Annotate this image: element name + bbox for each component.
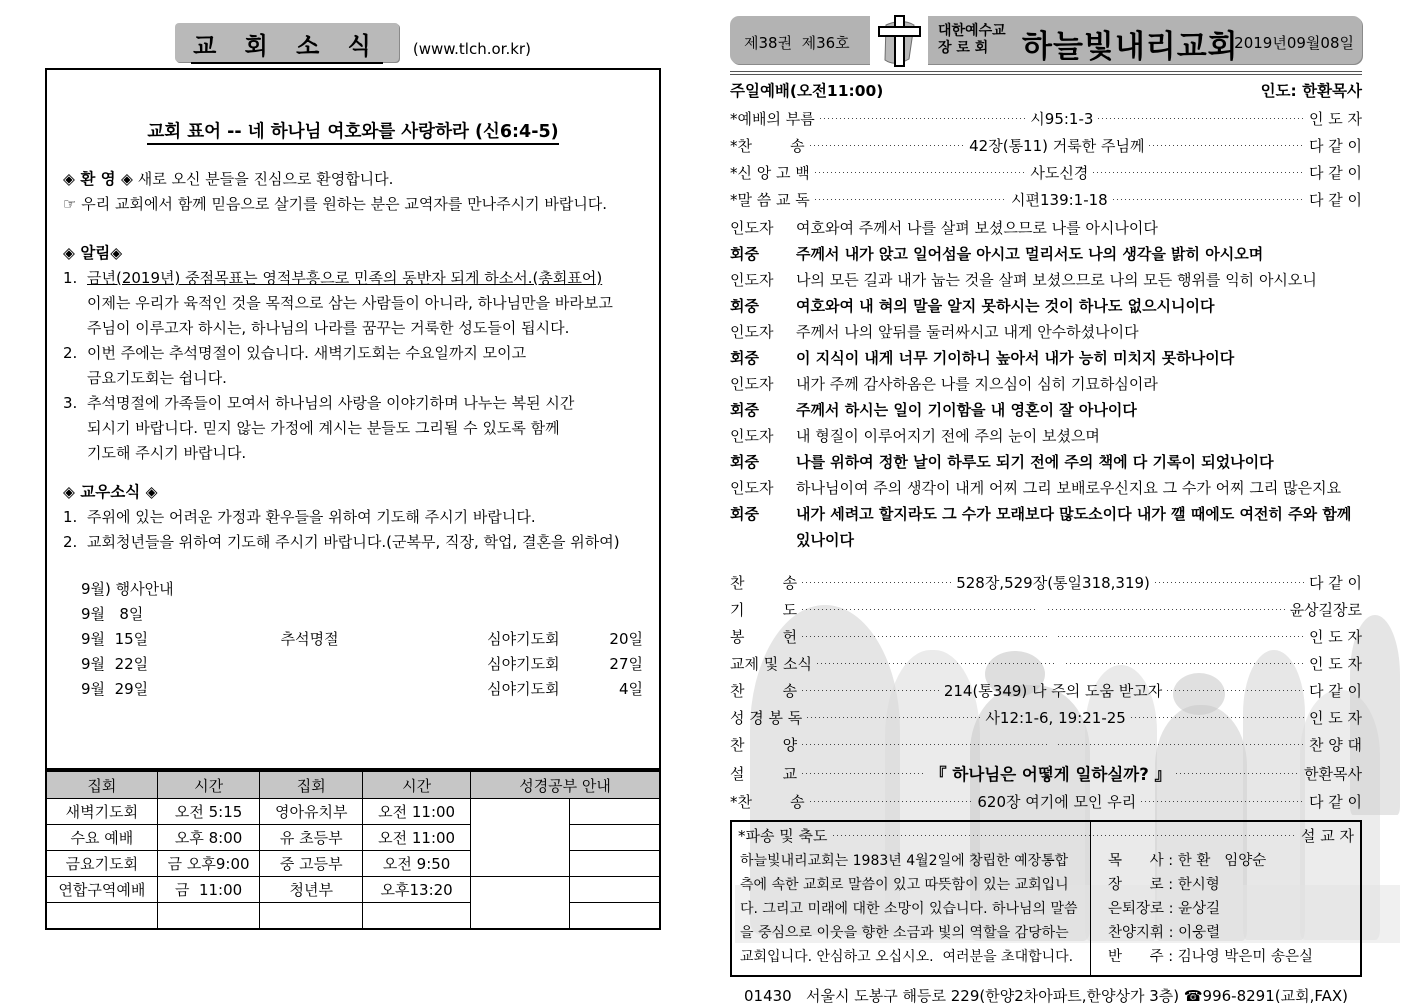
worship-order-part2: [730, 569, 1362, 815]
notice-line: 금요기도회는 쉽니다.: [87, 369, 227, 387]
worship-order-part1: [730, 105, 1362, 213]
notice-line: 기도해 주시기 바랍니다.: [87, 444, 247, 462]
dotted-leader: [802, 690, 939, 691]
notice-line: 이제는 우리가 육적인 것을 목적으로 삼는 사람들이 아니라, 하나님만을 바라보고: [87, 294, 613, 312]
event-row: 9월 22일 심야기도회 27일: [81, 655, 643, 673]
welcome-text: 새로 오신 분들을 진심으로 환영합니다.: [132, 170, 394, 188]
sermon-row: 설 교 『 하나님은 어떻게 일하실까? 』 한환목사: [730, 758, 1362, 788]
event-row: 9월 15일 추석명절 심야기도회 20일: [81, 630, 643, 648]
dotted-leader: [802, 773, 925, 774]
volume-issue: 제38권 제36호: [744, 34, 850, 52]
dotted-leader: [810, 145, 965, 146]
order-row: 성 경 봉 독 사12:1-6, 19:21-25 인 도 자: [730, 709, 1362, 727]
column-header: 시간: [157, 771, 260, 799]
order-row: 교제 및 소식 인 도 자: [730, 655, 1363, 673]
notice-heading: ◈ 알림◈: [63, 244, 123, 262]
column-header: 집회: [46, 771, 157, 799]
reading-row: 인도자 나의 모든 길과 내가 눕는 것을 살펴 보셨으므로 나의 모든 행위를 익히 아시오니: [730, 271, 1317, 289]
right-page: [730, 16, 1362, 1006]
staff-list: [1092, 848, 1360, 975]
order-row: 기 도 윤상길장로: [730, 601, 1363, 619]
staff-entry: 은퇴장로 : 윤상길: [1108, 901, 1221, 917]
spacer: [63, 466, 643, 480]
masthead-banner: [730, 16, 1362, 64]
order-row: *찬 송 620장 여기에 모인 우리 다 같 이: [730, 793, 1362, 811]
bible-study-cell: [569, 903, 660, 930]
reading-row: 회중 내가 세려고 할지라도 그 수가 모래보다 많도소이다 내가 깰 때에도 여전히 주와 함께 있나이다: [730, 505, 1352, 549]
dotted-leader: [1048, 609, 1284, 610]
table-row: 연합구역예배 금 11:00 청년부 오후13:20: [46, 877, 660, 903]
event-row: 9월 29일 심야기도회 4일: [81, 680, 643, 698]
dotted-leader: [833, 835, 1296, 836]
dotted-leader: [1113, 199, 1304, 200]
notice-line: 2. 이번 주에는 추석명절이 있습니다. 새벽기도회는 수요일까지 모이고: [63, 344, 527, 362]
dotted-leader: [1066, 663, 1305, 664]
bible-study-cell: [569, 825, 660, 851]
notice-line: 1. 금년(2019년) 중점목표는 영적부흥으로 민족의 동반자 되게 하소서.(총회표어): [63, 269, 603, 287]
september-events: [63, 577, 643, 702]
table-header-row: [46, 771, 660, 799]
pointer-line: ☞ 우리 교회에서 함께 믿음으로 살기를 원하는 분은 교역자를 만나주시기 바랍니다.: [63, 195, 608, 213]
issue-date: 2019년09월08일: [1234, 34, 1354, 52]
notice-line: 주님이 이루고자 하시는, 하나님의 나라를 꿈꾸는 거룩한 성도들이 됩시다.: [87, 319, 570, 337]
member-news-line: 2. 교회청년들을 위하여 기도해 주시기 바랍니다.(군복무, 직장, 학업, 결혼을 위하여): [63, 533, 620, 551]
reading-row: 회중 주께서 하시는 일이 기이함을 내 영혼이 잘 아나이다: [730, 401, 1137, 419]
order-row: *찬 송 42장(통11) 거룩한 주님께 다 같 이: [730, 137, 1363, 155]
dotted-leader: [810, 801, 973, 802]
reading-row: 회중 주께서 내가 앉고 일어섬을 아시고 멀리서도 나의 생각을 밝히 아시오며: [730, 245, 1264, 263]
dotted-leader: [815, 172, 1026, 173]
dotted-leader: [802, 744, 1048, 745]
dotted-leader: [802, 609, 1038, 610]
dotted-leader: [1058, 636, 1304, 637]
order-row: 찬 송 528장,529장(통일318,319) 다 같 이: [730, 574, 1362, 592]
box-divider: [1090, 822, 1091, 975]
dotted-leader: [1098, 118, 1304, 119]
column-header: 시간: [363, 771, 471, 799]
dotted-leader: [1058, 744, 1304, 745]
reading-row: 인도자 여호와여 주께서 나를 살펴 보셨으므로 나를 아시나이다: [730, 219, 1158, 237]
staff-entry: 장 로 : 한시형: [1108, 877, 1220, 893]
staff-entry: 반 주 : 김나영 박은미 송은실: [1108, 949, 1314, 965]
info-columns: [732, 848, 1360, 975]
dotted-leader: [1149, 145, 1304, 146]
church-website-url: (www.tlch.or.kr): [412, 40, 531, 58]
bible-study-cell: [471, 799, 569, 877]
staff-entry: 목 사 : 한 환 임양순: [1108, 853, 1267, 869]
meeting-schedule-table: [45, 770, 661, 930]
church-address-footer: 01430 서울시 도봉구 해등로 229(한양2차아파트,한양상가 3층) ☎996-8291(교회,FAX): [744, 987, 1348, 1005]
staff-entry: 찬양지휘 : 이웅렬: [1108, 925, 1221, 941]
member-news-heading: ◈ 교우소식 ◈: [63, 483, 158, 501]
church-news-title-box: [175, 23, 399, 62]
order-row: *말 씀 교 독 시편139:1-18 다 같 이: [730, 191, 1362, 209]
double-rule: [730, 71, 1362, 75]
church-news-title: 교 회 소 식: [191, 32, 383, 64]
reading-row: 회중 나를 위하여 정한 날이 하루도 되기 전에 주의 책에 다 기록이 되었나이다: [730, 453, 1274, 471]
denomination-name: 대한예수교 장 로 회: [938, 23, 1006, 56]
column-header: 성경공부 안내: [471, 771, 660, 799]
dismissal-row: *파송 및 축도 설 교 자: [738, 826, 1354, 845]
denomination-logo: [870, 13, 928, 69]
table-row: 금요기도회 금 오후9:00 중 고등부 오전 9:50: [46, 851, 660, 877]
dotted-leader: [817, 663, 1056, 664]
dotted-leader: [820, 118, 1026, 119]
dotted-leader: [1176, 773, 1299, 774]
service-leader: 인도: 한환목사: [1260, 82, 1362, 100]
event-row: 9월 8일: [81, 605, 144, 623]
bible-study-cell: [569, 877, 660, 903]
reading-row: 인도자 주께서 나의 앞뒤를 둘러싸시고 내게 안수하셨나이다: [730, 323, 1139, 341]
order-row: 찬 양 찬 양 대: [730, 736, 1363, 754]
order-row: 찬 송 214(통349) 나 주의 도움 받고자 다 같 이: [730, 682, 1362, 700]
member-news-line: 1. 주위에 있는 어려운 가정과 환우들을 위하여 기도해 주시기 바랍니다.: [63, 508, 536, 526]
column-header: 집회: [260, 771, 363, 799]
church-introduction: 하늘빛내리교회는 1983년 4월2일에 창립한 예장통합 측에 속한 교회로 말씀이 있고 따뜻함이 있는 교회입니다. 그리고 미래에 대한 소망이 있습니다. 하나님의 말씀을 중심으로 이웃을 향한 소금과 빛의 역할을 감당하는 교회입니다. 안심하고 오십시오. 여러분을 초대합니다.: [740, 853, 1078, 965]
reading-row: 인도자 내가 주께 감사하옴은 나를 지으심이 심히 기묘하심이라: [730, 375, 1158, 393]
table-row: 수요 예배 오후 8:00 유 초등부 오전 11:00: [46, 825, 660, 851]
reading-row: 회중 이 지식이 내게 너무 기이하니 높아서 내가 능히 미치지 못하나이다: [730, 349, 1235, 367]
dotted-leader: [1155, 582, 1304, 583]
dotted-leader: [1141, 801, 1304, 802]
order-row: 봉 헌 인 도 자: [730, 628, 1363, 646]
welcome-line: [63, 167, 643, 192]
bible-study-cell: [471, 877, 569, 930]
service-header-row: [730, 80, 1362, 102]
dotted-leader: [1131, 717, 1304, 718]
sermon-title: 『 하나님은 어떻게 일하실까? 』: [930, 765, 1172, 784]
church-name: 하늘빛내리교회: [1022, 29, 1239, 65]
church-motto: 교회 표어 -- 네 하나님 여호와를 사랑하라 (신6:4-5): [63, 118, 643, 143]
bible-study-cell: [569, 851, 660, 877]
dotted-leader: [802, 636, 1048, 637]
table-row: 새벽기도회 오전 5:15 영아유치부 오전 11:00: [46, 799, 660, 825]
left-page: [45, 22, 661, 930]
cross-icon: [870, 13, 928, 69]
dotted-leader: [1093, 172, 1304, 173]
dotted-leader: [802, 582, 951, 583]
events-heading: 9월) 행사안내: [81, 580, 174, 598]
dotted-leader: [815, 199, 1006, 200]
order-row: *예배의 부름 시95:1-3 인 도 자: [730, 110, 1362, 128]
spacer: [63, 217, 643, 241]
notice-line: 되시기 바랍니다. 믿지 않는 가정에 계시는 분들도 그리될 수 있도록 함께: [87, 419, 560, 437]
welcome-heading: ◈ 환 영 ◈: [63, 170, 133, 188]
service-title: 주일예배(오전11:00): [730, 82, 884, 100]
reading-row: 인도자 내 형질이 이루어지기 전에 주의 눈이 보셨으며: [730, 427, 1100, 445]
responsive-reading: [730, 215, 1362, 553]
reading-row: 회중 여호와여 내 혀의 말을 알지 못하시는 것이 하나도 없으시니이다: [730, 297, 1215, 315]
dotted-leader: [807, 717, 980, 718]
news-content-box: [45, 68, 661, 770]
bible-study-cell: [569, 799, 660, 825]
order-row: *신 앙 고 백 사도신경 다 같 이: [730, 164, 1362, 182]
notice-line: 3. 추석명절에 가족들이 모여서 하나님의 사랑을 이야기하며 나누는 복된 시간: [63, 394, 575, 412]
left-page-header: [45, 22, 661, 62]
reading-row: 인도자 하나님이여 주의 생각이 내게 어찌 그리 보배로우신지요 그 수가 어찌 그리 많은지요: [730, 479, 1342, 497]
dotted-leader: [1167, 690, 1304, 691]
church-info-box: [730, 820, 1362, 977]
